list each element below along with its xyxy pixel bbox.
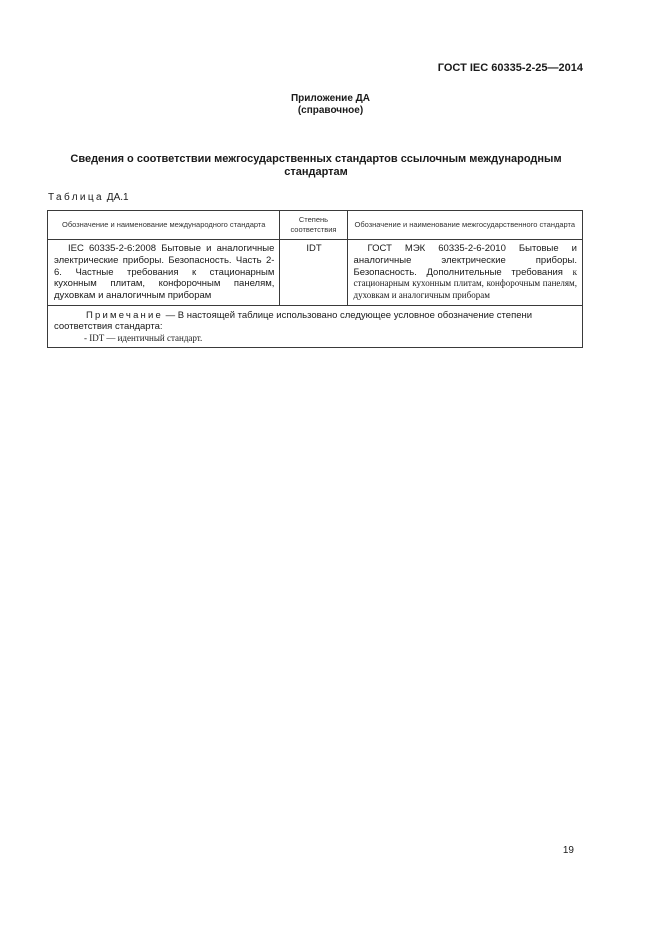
cell-intl-standard (48, 240, 280, 306)
table-label (48, 192, 129, 203)
note-cell (48, 305, 583, 348)
col-header-degree: Степень соответствия (280, 211, 347, 240)
annex-block (0, 93, 661, 117)
cell-interstate-standard (347, 240, 582, 306)
table-label-prefix: Таблица (48, 192, 105, 203)
note-item: - IDT — идентичный стандарт. (84, 332, 203, 343)
correspondence-table (47, 210, 583, 348)
table-header-row (48, 211, 583, 240)
section-heading: Сведения о соответствии межгосударственных стандартов ссылочным международным стандартам (70, 153, 562, 178)
interstate-standard-text-cont: к стационарным кухонным плитам, конфорочным панелям, духовкам и аналогичным приборам (353, 266, 577, 301)
table-note-row (48, 305, 583, 348)
annex-title: Приложение ДА (290, 93, 371, 104)
note-text: — В настоящей таблице использовано следующее условное обозначение степени соответствия стандарта: (54, 309, 533, 333)
degree-text: IDT (306, 243, 322, 254)
interstate-standard-block (348, 240, 582, 305)
table-row (48, 240, 583, 306)
intl-standard-text: IEC 60335-2-6:2008 Бытовые и аналогичные электрические приборы. Безопасность. Часть 2-6. Частные требования к стационарным кухонным плитам, конфорочным панелям, духовкам и аналогичным приборам (54, 243, 275, 302)
cell-degree (280, 240, 347, 306)
note-label: Примечание (86, 309, 163, 321)
col-header-intl: Обозначение и наименование международного стандарта (48, 211, 280, 240)
standard-code: ГОСТ IEC 60335-2-25—2014 (437, 62, 583, 74)
table-label-number: ДА.1 (106, 192, 129, 203)
annex-subtitle: (справочное) (297, 105, 364, 116)
page-number: 19 (562, 845, 574, 856)
interstate-standard-text: ГОСТ МЭК 60335-2-6-2010 Бытовые и аналогичные электрические приборы. Безопасность. Дополнительные требования (353, 243, 577, 278)
col-header-interstate: Обозначение и наименование межгосударственного стандарта (347, 211, 582, 240)
note-block (48, 306, 582, 348)
